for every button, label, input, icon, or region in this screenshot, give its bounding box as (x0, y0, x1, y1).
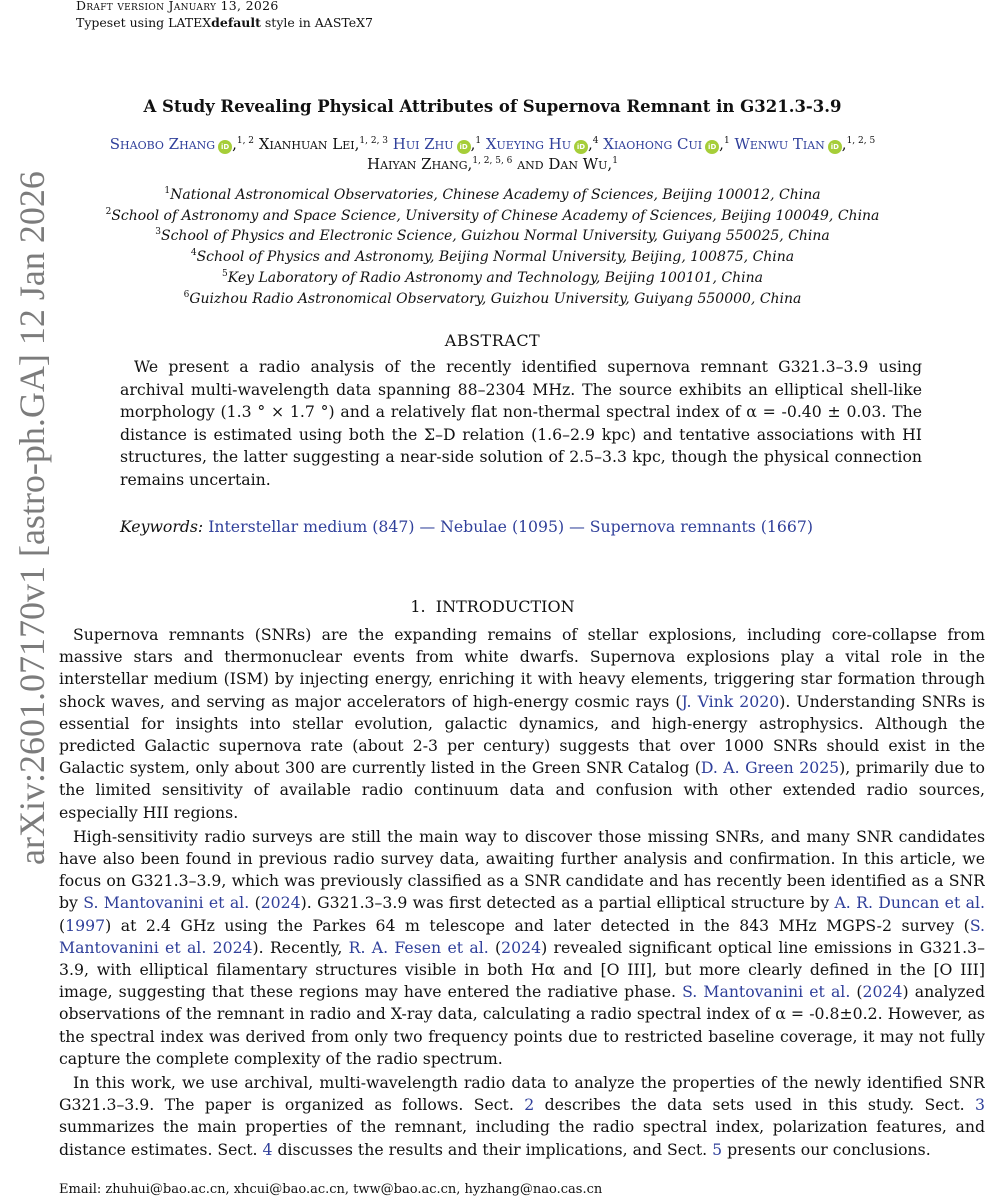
body-text: presents our conclusions. (722, 1139, 931, 1159)
affiliation-number: 3 (155, 227, 161, 238)
author-name: Dan Wu (548, 155, 608, 173)
default-word: default (211, 15, 261, 30)
author-affil-marker: 1, 2 (236, 136, 255, 146)
body-text: describes the data sets used in this study. Sect. (534, 1095, 976, 1115)
author-affil-marker: 4 (592, 136, 599, 146)
author-name[interactable]: Wenwu Tian (734, 135, 825, 153)
author-and: and (517, 155, 544, 173)
body-text: ). Recently, (252, 937, 349, 957)
affiliation-number: 4 (190, 248, 197, 259)
affiliation-line (0, 226, 985, 247)
running-header (76, 0, 373, 31)
section-heading (0, 597, 985, 616)
keyword-link[interactable]: Supernova remnants (1667) (589, 517, 813, 536)
affiliation-text: School of Astronomy and Space Science, University of Chinese Academy of Sciences, Beijing 100049, China (111, 207, 880, 224)
affiliation-text: National Astronomical Observatories, Chinese Academy of Sciences, Beijing 100012, China (170, 187, 821, 203)
body-text: ) at 2.4 GHz using the Parkes 64 m telescope and later detected in the 843 MHz MGPS-2 survey ( (105, 915, 970, 935)
affiliation-line (0, 185, 985, 206)
abstract-heading: ABSTRACT (444, 331, 541, 350)
abstract-body (120, 356, 922, 491)
paper-title: A Study Revealing Physical Attributes of Supernova Remnant in G321.3-3.9 (143, 97, 842, 116)
introduction-body (59, 624, 985, 1163)
citation-link[interactable]: 2024 (862, 982, 903, 1002)
affiliation-line (0, 206, 985, 227)
author-name: Haiyan Zhang (367, 155, 468, 173)
body-paragraph (59, 826, 985, 1070)
orcid-icon[interactable]: iD (218, 140, 232, 154)
author-affil-marker: 1 (723, 136, 730, 146)
citation-link[interactable]: 3 (975, 1095, 985, 1115)
affiliation-text: School of Physics and Astronomy, Beijing Normal University, Beijing, 100875, China (196, 249, 795, 266)
author-name: Xianhuan Lei (258, 135, 355, 153)
body-text: ( (59, 915, 66, 935)
affiliation-number: 6 (183, 289, 190, 300)
body-text: ( (850, 982, 863, 1002)
citation-link[interactable]: S. Mantovanini et al. (83, 893, 250, 913)
author-name[interactable]: Xueying Hu (485, 135, 571, 153)
body-text: ). Understanding SNRs is essential for insights into stellar evolution, galactic dynamics, and high-energy astrophysics. Although the predicted Galactic supernova rate (about 2-3 per century) suggests that over 1000 SNRs should exist in the Galactic system, only about 300 are currently listed in the Green SNR Catalog ( (59, 691, 985, 778)
citation-link[interactable]: R. A. Fesen et al. (348, 937, 489, 957)
body-text: discusses the results and their implications, and Sect. (272, 1139, 713, 1159)
affiliation-number: 5 (222, 268, 228, 279)
body-text: ) revealed significant optical line emissions in G321.3–3.9, with elliptical filamentary structures visible in both Hα and [O III], but more clearly defined in the [O III] image, suggesting that these regions may have entered the radiative phase. (59, 937, 985, 1002)
keyword-link[interactable]: Interstellar medium (847) (208, 517, 415, 536)
keyword-link[interactable]: Nebulae (1095) (440, 517, 565, 536)
typeset-suffix: style in AASTeX7 (260, 15, 374, 30)
keyword-separator: — (414, 517, 441, 536)
citation-link[interactable]: S. Mantovanini et al. 2024 (59, 915, 985, 957)
citation-link[interactable]: 4 (262, 1139, 273, 1159)
body-paragraph (59, 624, 985, 824)
author-affil-marker: 1, 2, 5, 6 (472, 156, 513, 166)
body-text: ). G321.3–3.9 was first detected as a partial elliptical structure by (300, 893, 835, 913)
author-affil-marker: 1, 2, 5 (846, 136, 876, 146)
citation-link[interactable]: 2024 (501, 937, 542, 957)
affiliation-number: 1 (164, 186, 171, 196)
citation-link[interactable]: 1997 (65, 915, 106, 935)
affiliation-line (0, 289, 985, 310)
body-text: summarizes the main properties of the remnant, including the radio spectral index, polarization features, and distance estimates. Sect. (59, 1117, 985, 1159)
citation-link[interactable]: J. Vink 2020 (681, 691, 780, 711)
affiliation-line (0, 268, 985, 289)
author-affil-marker: 1 (475, 136, 482, 146)
affiliation-text: School of Physics and Electronic Science, Guizhou Normal University, Guiyang 550025, China (161, 228, 830, 245)
keyword-separator: — (564, 517, 590, 536)
body-text: ), primarily due to the limited sensitivity of available radio continuum data and confusion with other extended radio sources, especially HII regions. (59, 758, 985, 822)
affiliation-text: Key Laboratory of Radio Astronomy and Technology, Beijing 100101, China (227, 269, 763, 286)
author-name[interactable]: Shaobo Zhang (109, 135, 216, 153)
typeset-prefix: Typeset using (76, 15, 169, 30)
body-paragraph (59, 1072, 985, 1161)
section-number: 1. (410, 597, 426, 616)
orcid-icon[interactable]: iD (705, 140, 719, 154)
body-text: ( (488, 937, 502, 957)
author-name[interactable]: Hui Zhu (392, 135, 454, 153)
citation-link[interactable]: 5 (712, 1139, 723, 1159)
affiliation-text: Guizhou Radio Astronomical Observatory, Guizhou University, Guiyang 550000, China (189, 290, 802, 307)
draft-version: Draft version January 13, 2026 (76, 0, 279, 13)
orcid-icon[interactable]: iD (828, 140, 842, 154)
body-text: In this work, we use archival, multi-wavelength radio data to analyze the properties of the newly identified SNR G321.3–3.9. The paper is organized as follows. Sect. (59, 1073, 985, 1115)
affiliation-number: 2 (105, 206, 112, 217)
body-text: ) analyzed observations of the remnant in radio and X-ray data, calculating a radio spectral index of α = -0.8±0.2. However, as the spectral index was derived from only two frequency points due to restricted baseline coverage, it may not fully capture the complete complexity of the radio spectrum. (59, 982, 985, 1068)
typeset-line (76, 14, 373, 31)
section-title: INTRODUCTION (435, 597, 575, 616)
latex-logo: LATEX (168, 15, 212, 30)
citation-link[interactable]: D. A. Green 2025 (700, 758, 840, 778)
orcid-icon[interactable]: iD (574, 140, 588, 154)
citation-link[interactable]: A. R. Duncan et al. (834, 893, 985, 913)
citation-link[interactable]: 2 (524, 1095, 535, 1115)
orcid-icon[interactable]: iD (457, 140, 471, 154)
author-list: Shaobo Zhang iD ,$^{1, 2}$ Xianhuan Lei,$^{1, 2, 3}$ Hui Zhu iD ,$^1$ Xueying Hu iD ,$^4$ Xiaohong Cui iD ,$^1$ Wenwu Tian iD ,$^{1, 2, 5}$ Haiyan Zhang,$^{1, 2, 5, 6}$ and Dan Wu,$^1$ (109, 135, 876, 173)
affiliation-list (0, 185, 985, 309)
keywords-line (120, 517, 813, 536)
body-text: High-sensitivity radio surveys are still the main way to discover those missing SNRs, and many SNR candidates have also been found in previous radio survey data, awaiting further analysis and confirmation. In this article, we focus on G321.3–3.9, which was previously classified as a SNR candidate and has recently been identified as a SNR by (59, 826, 985, 913)
author-affil-marker: 1, 2, 3 (359, 136, 389, 146)
body-text: Supernova remnants (SNRs) are the expanding remains of stellar explosions, including core-collapse from massive stars and thermonuclear events from white dwarfs. Supernova explosions play a vital role in the interstellar medium (ISM) by injecting energy, enriching it with heavy elements, triggering star formation through shock waves, and serving as major accelerators of high-energy cosmic rays ( (59, 625, 985, 711)
body-text: ( (249, 893, 261, 913)
abstract-text: We present a radio analysis of the recently identified supernova remnant G321.3–3.9 using archival multi-wavelength data spanning 88–2304 MHz. The source exhibits an elliptical shell-like morphology (1.3 ° × 1.7 °) and a relatively flat non-thermal spectral index of α = -0.40 ± 0.03. The distance is estimated using both the Σ–D relation (1.6–2.9 kpc) and tentative associations with HI structures, the latter suggesting a near-side solution of 2.5–3.3 kpc, though the physical connection remains uncertain. (120, 357, 922, 489)
affiliation-line (0, 247, 985, 268)
citation-link[interactable]: S. Mantovanini et al. (682, 982, 851, 1002)
author-name[interactable]: Xiaohong Cui (603, 135, 703, 153)
keywords-label: Keywords: (120, 517, 204, 536)
author-affil-marker: 1 (612, 156, 618, 166)
arxiv-identifier-stamp: arXiv:2601.07170v1 [astro-ph.GA] 12 Jan 2026 (12, 171, 52, 865)
citation-link[interactable]: 2024 (260, 893, 301, 913)
email-footnote: Email: zhuhui@bao.ac.cn, xhcui@bao.ac.cn, tww@bao.ac.cn, hyzhang@nao.cas.cn (59, 1182, 603, 1197)
